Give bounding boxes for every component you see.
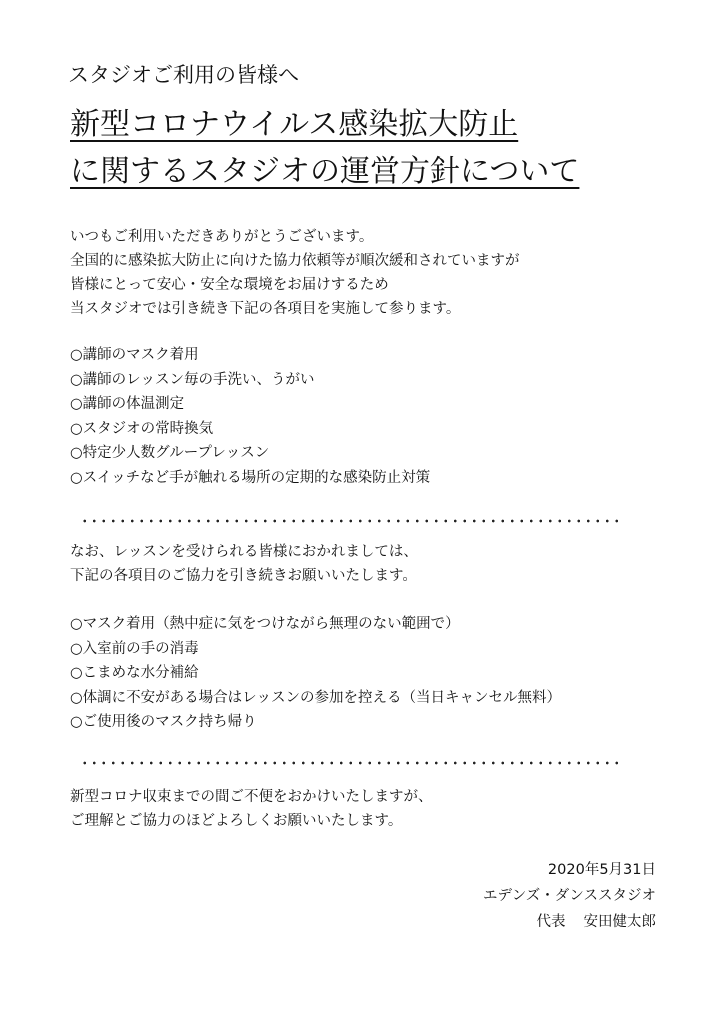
list-item: ○マスク着用（熱中症に気をつけながら無理のない範囲で） — [70, 616, 460, 632]
closing-line: 新型コロナ収束までの間ご不便をおかけいたしますが、 — [70, 789, 433, 805]
list-item: ○スタジオの常時換気 — [70, 420, 214, 437]
list-item: ○講師のマスク着用 — [70, 347, 199, 363]
list-item: ○体調に不安がある場合はレッスンの参加を控える（当日キャンセル無料） — [70, 689, 562, 706]
signature-representative — [483, 909, 656, 935]
guest-requests-list — [70, 612, 561, 735]
list-item: ○特定少人数グループレッスン — [70, 445, 270, 461]
title-line-1: 新型コロナウイルス感染拡大防止 — [70, 107, 519, 142]
list-item: ○講師のレッスン毎の手洗い、うがい — [70, 371, 315, 388]
signature-block — [483, 857, 656, 935]
list-item: ○入室前の手の消毒 — [70, 640, 199, 657]
closing-line: ご理解とご協力のほどよろしくお願いいたします。 — [70, 813, 403, 829]
signature-role: 代表 — [536, 914, 566, 930]
list-item: ○ご使用後のマスク持ち帰り — [70, 714, 257, 730]
list-item: ○講師の体温測定 — [70, 396, 185, 412]
signature-studio: エデンズ・ダンススタジオ — [483, 888, 656, 904]
closing-paragraph — [70, 785, 433, 833]
intro-paragraph — [70, 225, 520, 321]
greeting: スタジオご利用の皆様へ — [68, 63, 299, 87]
signature-name: 安田健太郎 — [583, 914, 656, 930]
intro-line: いつもご利用いただきありがとうございます。 — [70, 229, 374, 245]
signature-date: 2020年5月31日 — [547, 862, 656, 878]
notice-line: 下記の各項目のご協力を引き続きお願いいたします。 — [70, 568, 417, 584]
list-item: ○スイッチなど手が触れる場所の定期的な感染防止対策 — [70, 469, 431, 486]
dotted-divider — [80, 519, 625, 523]
staff-measures-list — [70, 343, 430, 490]
list-item: ○こまめな水分補給 — [70, 665, 199, 681]
notice-paragraph — [70, 540, 418, 588]
intro-line: 全国的に感染拡大防止に向けた協力依頼等が順次緩和されていますが — [70, 253, 520, 269]
dotted-divider — [80, 761, 625, 765]
intro-line: 当スタジオでは引き続き下記の各項目を実施して参ります。 — [70, 301, 461, 317]
notice-line: なお、レッスンを受けられる皆様におかれましては、 — [70, 544, 418, 560]
title-line-2: に関するスタジオの運営方針について — [70, 154, 580, 189]
intro-line: 皆様にとって安心・安全な環境をお届けするため — [70, 277, 389, 293]
